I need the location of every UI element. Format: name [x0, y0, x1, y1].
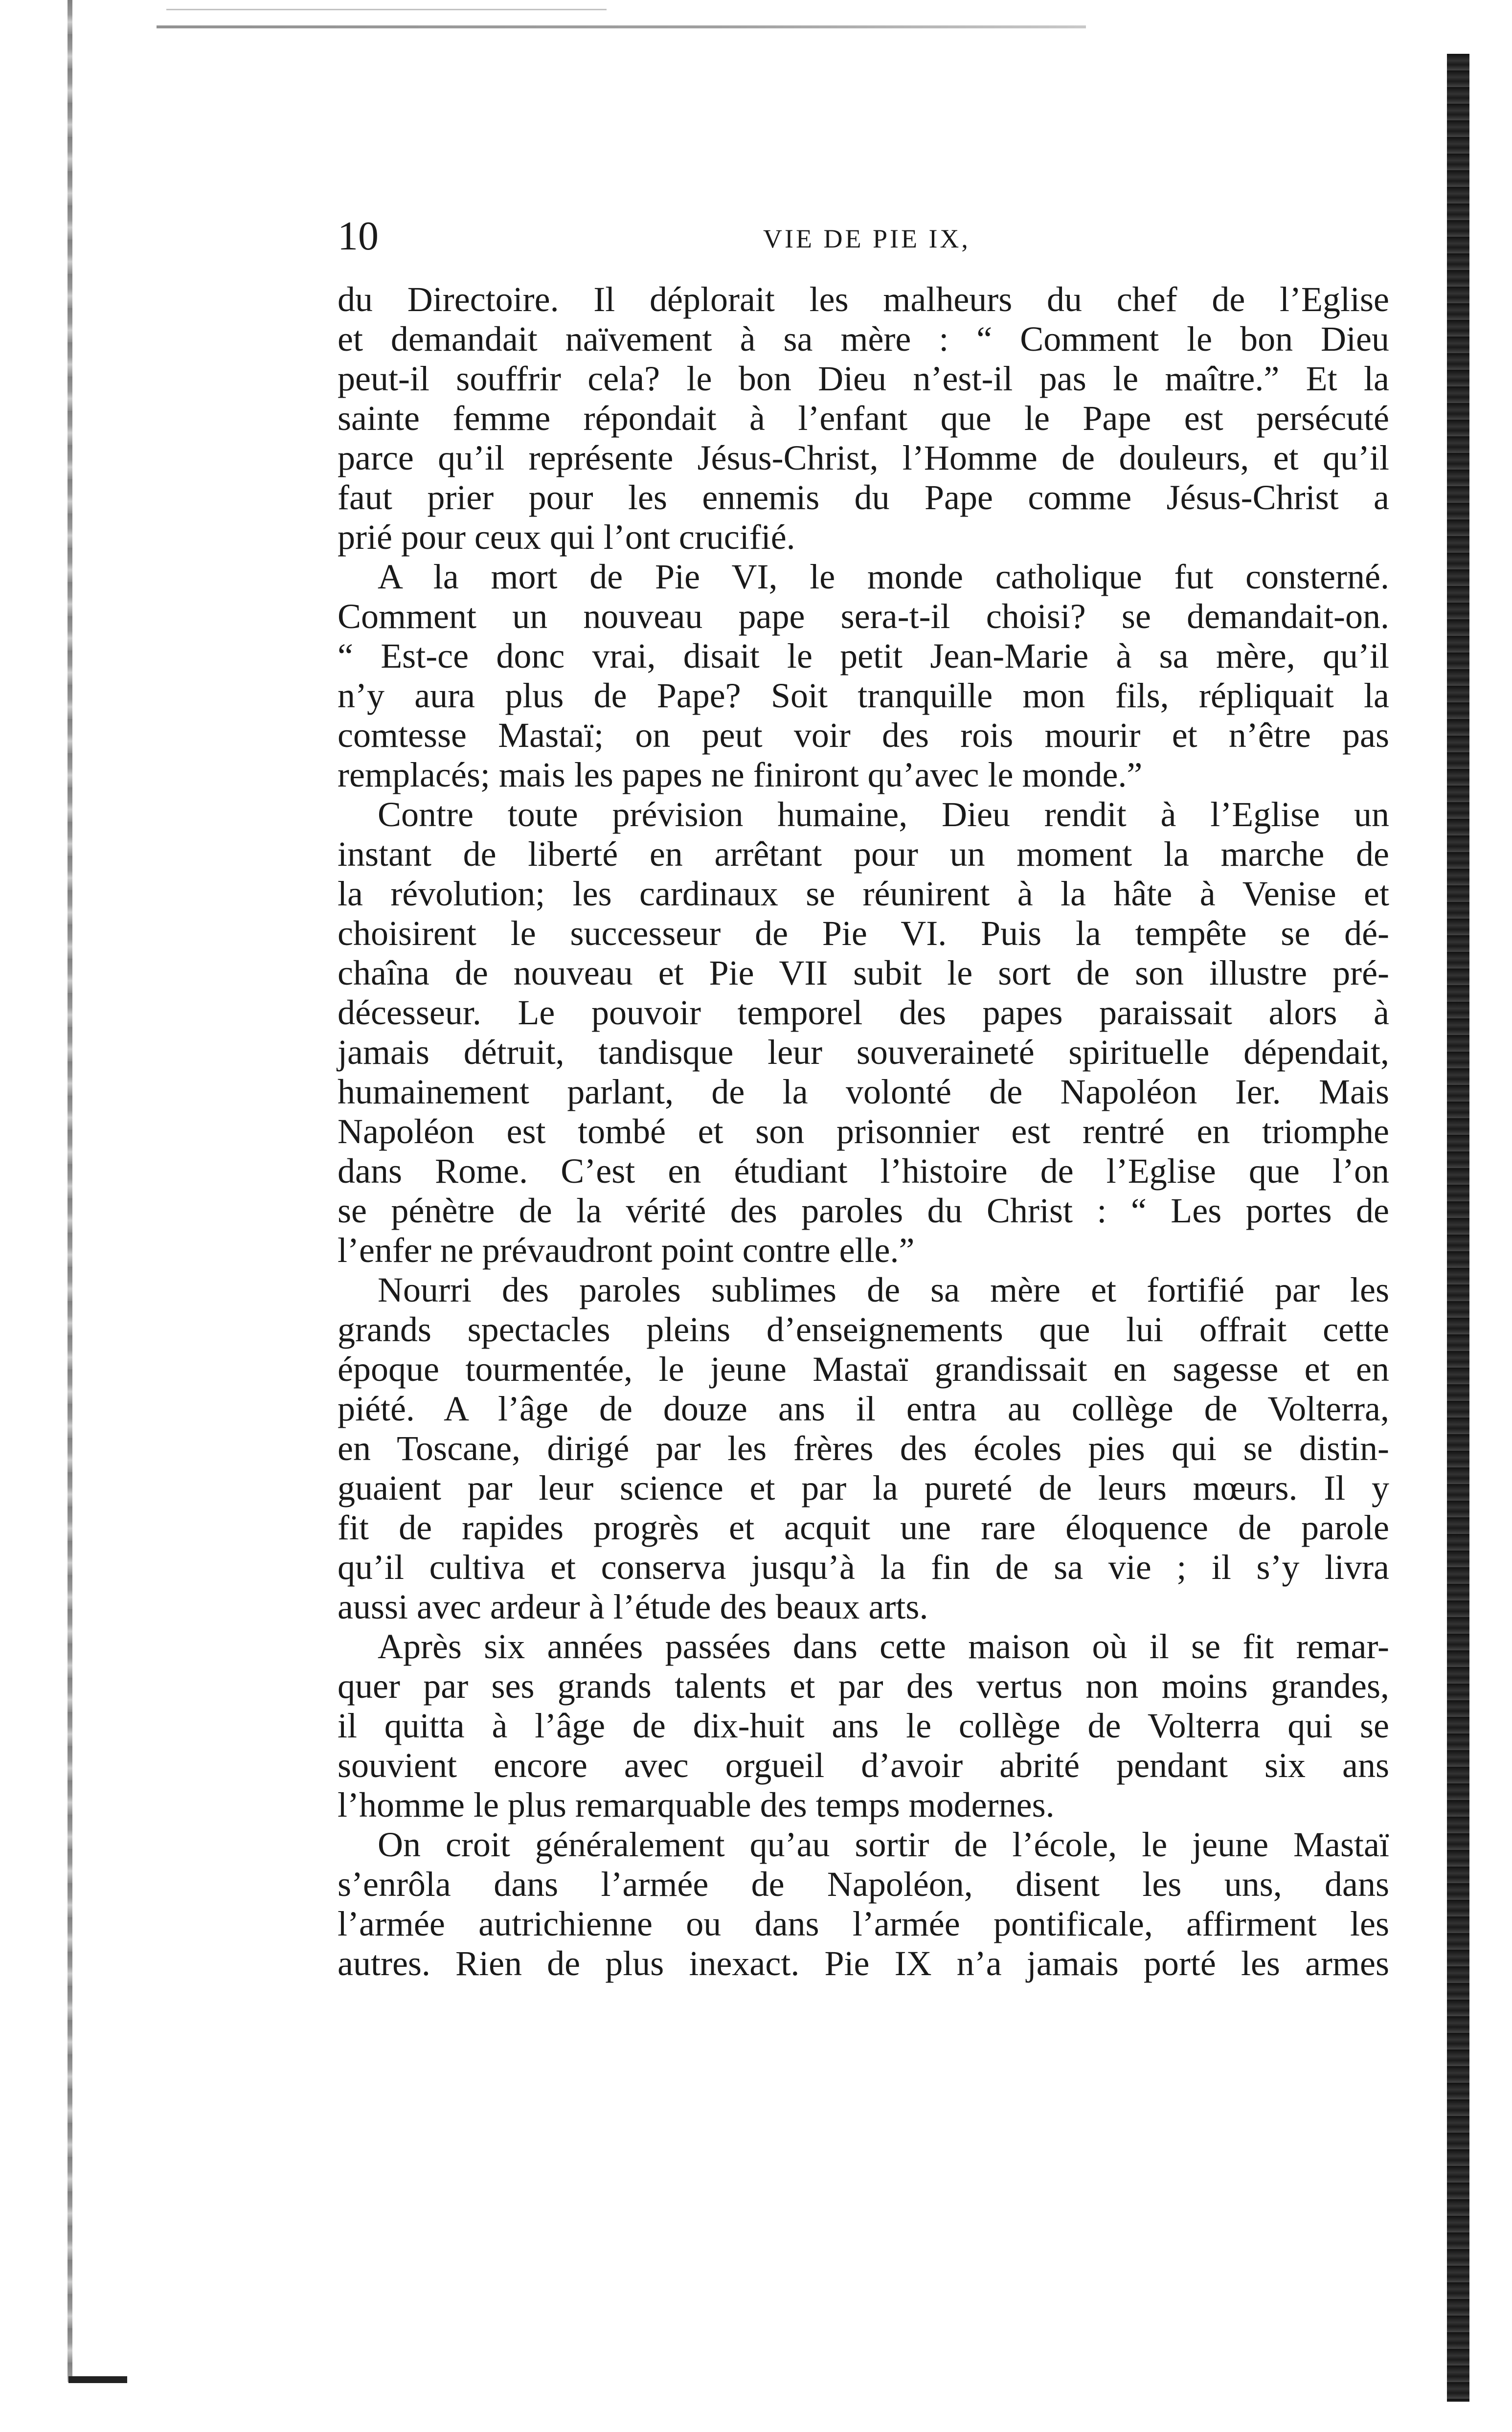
- text-line: jamais détruit, tandisque leur souveraineté spirituelle dépendait,: [338, 1033, 1389, 1072]
- text-line: guaient par leur science et par la pureté de leurs mœurs. Il y: [338, 1468, 1389, 1508]
- text-line: prié pour ceux qui l’ont crucifié.: [338, 518, 795, 557]
- text-line: choisirent le successeur de Pie VI. Puis la tempête se dé-: [338, 914, 1389, 953]
- text-line: l’armée autrichienne ou dans l’armée pontificale, affirment les: [338, 1904, 1389, 1943]
- text-line: la révolution; les cardinaux se réunirent à la hâte à Venise et: [338, 874, 1389, 913]
- text-line: aussi avec ardeur à l’étude des beaux arts.: [338, 1587, 928, 1626]
- scan-corner-mark: [68, 2376, 127, 2383]
- body-text: [338, 280, 1389, 1983]
- text-line: s’enrôla dans l’armée de Napoléon, disent les uns, dans: [338, 1865, 1389, 1904]
- text-line: dans Rome. C’est en étudiant l’histoire de l’Eglise que l’on: [338, 1151, 1389, 1191]
- scan-artifact-rule: [157, 25, 1086, 28]
- text-line: “ Est-ce donc vrai, disait le petit Jean-Marie à sa mère, qu’il: [338, 636, 1389, 676]
- text-line: du Directoire. Il déplorait les malheurs du chef de l’Eglise: [338, 280, 1389, 319]
- running-head: VIE DE PIE IX,: [763, 224, 970, 253]
- scan-right-edge: [1447, 54, 1469, 2402]
- text-line: se pénètre de la vérité des paroles du Christ : “ Les portes de: [338, 1191, 1389, 1230]
- text-line: Comment un nouveau pape sera-t-il choisi? se demandait-on.: [338, 597, 1389, 636]
- text-line: fit de rapides progrès et acquit une rare éloquence de parole: [338, 1508, 1389, 1547]
- text-line: souvient encore avec orgueil d’avoir abrité pendant six ans: [338, 1746, 1389, 1785]
- text-line: l’homme le plus remarquable des temps modernes.: [338, 1785, 1055, 1824]
- page-header: [338, 209, 1433, 263]
- text-line: grands spectacles pleins d’enseignements que lui offrait cette: [338, 1310, 1389, 1349]
- text-line: qu’il cultiva et conserva jusqu’à la fin de sa vie ; il s’y livra: [338, 1548, 1389, 1587]
- text-line: décesseur. Le pouvoir temporel des papes paraissait alors à: [338, 993, 1389, 1032]
- scan-artifact-line: [166, 9, 607, 10]
- text-line: époque tourmentée, le jeune Mastaï grandissait en sagesse et en: [338, 1350, 1389, 1389]
- text-line: quer par ses grands talents et par des vertus non moins grandes,: [338, 1666, 1389, 1706]
- page-number: 10: [338, 213, 379, 259]
- text-line: il quitta à l’âge de dix-huit ans le collège de Volterra qui se: [338, 1706, 1389, 1745]
- text-line: Nourri des paroles sublimes de sa mère et fortifié par les: [378, 1270, 1389, 1309]
- text-line: Napoléon est tombé et son prisonnier est rentré en triomphe: [338, 1112, 1389, 1151]
- text-line: peut-il souffrir cela? le bon Dieu n’est-il pas le maître.” Et la: [338, 359, 1389, 398]
- text-line: Après six années passées dans cette maison où il se fit remar-: [378, 1627, 1389, 1666]
- text-line: parce qu’il représente Jésus-Christ, l’Homme de douleurs, et qu’il: [338, 438, 1389, 477]
- text-line: en Toscane, dirigé par les frères des écoles pies qui se distin-: [338, 1429, 1389, 1468]
- text-line: piété. A l’âge de douze ans il entra au collège de Volterra,: [338, 1389, 1389, 1428]
- text-line: chaîna de nouveau et Pie VII subit le sort de son illustre pré-: [338, 953, 1389, 992]
- text-line: instant de liberté en arrêtant pour un moment la marche de: [338, 834, 1389, 874]
- text-line: autres. Rien de plus inexact. Pie IX n’a jamais porté les armes: [338, 1944, 1389, 1983]
- text-line: A la mort de Pie VI, le monde catholique fut consterné.: [378, 557, 1389, 596]
- text-line: Contre toute prévision humaine, Dieu rendit à l’Eglise un: [378, 795, 1389, 834]
- text-line: sainte femme répondait à l’enfant que le Pape est persécuté: [338, 399, 1389, 438]
- text-line: n’y aura plus de Pape? Soit tranquille mon fils, répliquait la: [338, 676, 1389, 715]
- text-line: remplacés; mais les papes ne finiront qu’avec le monde.”: [338, 755, 1143, 794]
- text-line: et demandait naïvement à sa mère : “ Comment le bon Dieu: [338, 319, 1389, 359]
- scan-left-edge: [68, 0, 72, 2382]
- text-line: l’enfer ne prévaudront point contre elle.”: [338, 1231, 915, 1270]
- text-line: comtesse Mastaï; on peut voir des rois mourir et n’être pas: [338, 716, 1389, 755]
- text-line: On croit généralement qu’au sortir de l’école, le jeune Mastaï: [378, 1825, 1389, 1864]
- text-line: faut prier pour les ennemis du Pape comme Jésus-Christ a: [338, 478, 1389, 517]
- text-line: humainement parlant, de la volonté de Napoléon Ier. Mais: [338, 1072, 1389, 1111]
